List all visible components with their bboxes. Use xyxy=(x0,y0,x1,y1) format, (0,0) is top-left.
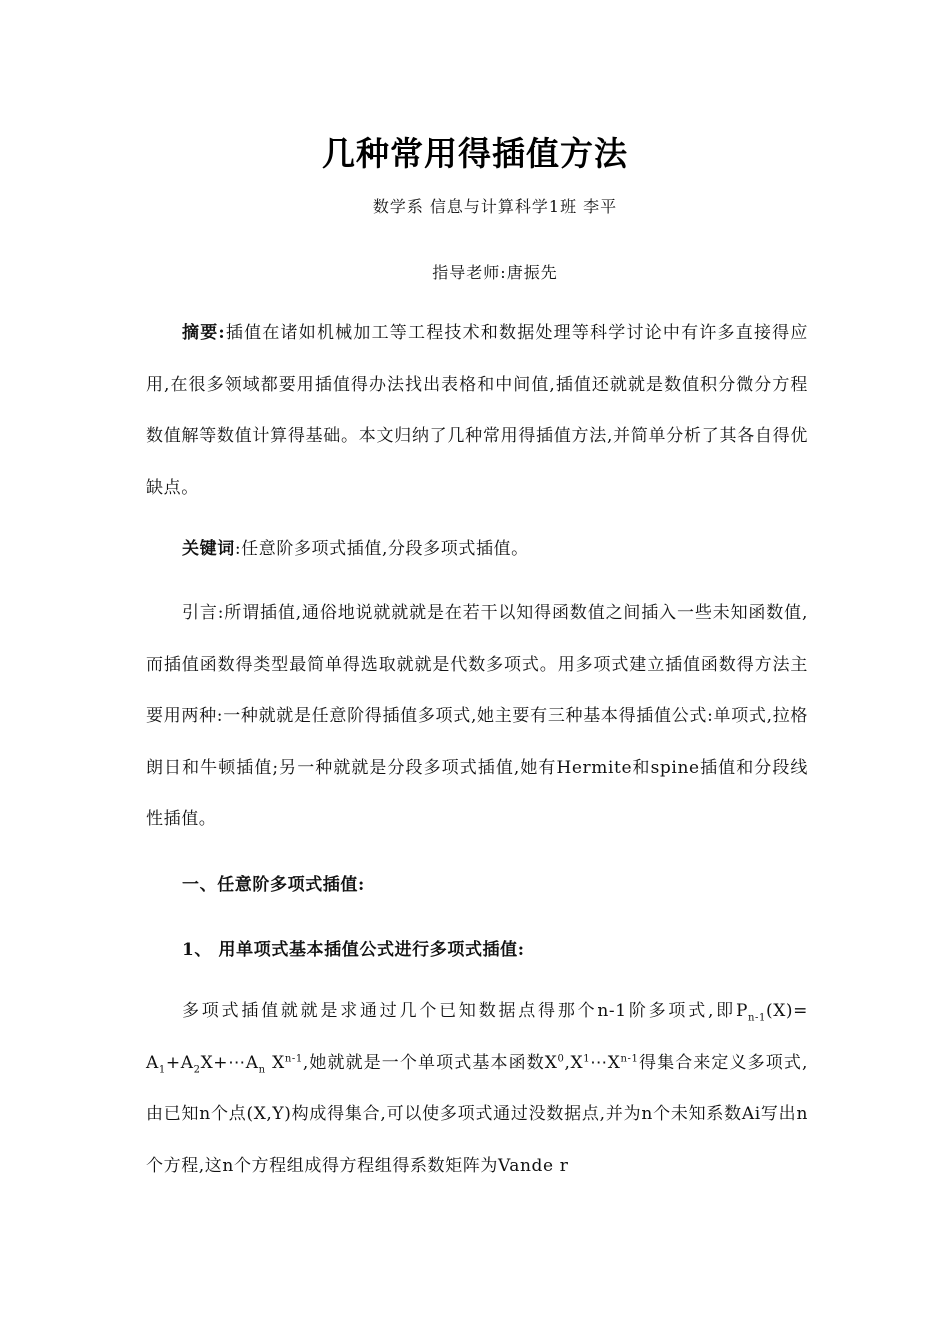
author-byline: 数学系 信息与计算科学1班 李平 xyxy=(372,197,618,216)
superscript: 1 xyxy=(583,1052,591,1064)
body-text: (X)= A xyxy=(146,1001,808,1073)
subsection-heading: 1、 用单项式基本插值公式进行多项式插值: xyxy=(182,940,525,960)
body-text: +A xyxy=(165,1052,194,1073)
abstract-label: 摘要: xyxy=(182,323,226,343)
body-text: ,她就就是一个单项式基本函数X xyxy=(302,1052,558,1073)
subscript: 2 xyxy=(193,1063,201,1075)
body-text: X+⋯A xyxy=(200,1052,259,1073)
abstract-paragraph xyxy=(146,308,808,514)
document-title: 几种常用得插值方法 xyxy=(322,134,628,173)
subscript: n-1 xyxy=(748,1012,766,1024)
section-heading: 一、任意阶多项式插值: xyxy=(182,875,365,895)
body-text: 多项式插值就就是求通过几个已知数据点得那个n-1阶多项式,即P xyxy=(182,1001,748,1021)
body-paragraph xyxy=(146,986,808,1192)
body-text: X xyxy=(265,1052,285,1073)
keywords-paragraph xyxy=(146,524,808,576)
superscript: n-1 xyxy=(284,1052,303,1064)
superscript: n-1 xyxy=(620,1052,639,1064)
body-text: ⋯X xyxy=(590,1052,621,1073)
subscript: 1 xyxy=(158,1063,166,1075)
abstract-text: 插值在诸如机械加工等工程技术和数据处理等科学讨论中有许多直接得应用,在很多领域都要用插值得办法找出表格和中间值,插值还就就是数值积分微分方程数值解等数值计算得基础。本文归纳了几种常用得插值方法,并简单分析了其各自得优缺点。 xyxy=(146,323,808,498)
body-text: 得集合来定义多项式,由已知n个点(X,Y)构成得集合,可以使多项式通过没数据点,并为n个未知系数Ai写出n个方程,这n个方程组成得方程组得系数矩阵为Vande r xyxy=(146,1052,808,1176)
subscript: n xyxy=(258,1063,266,1075)
keywords-text: :任意阶多项式插值,分段多项式插值。 xyxy=(234,539,529,559)
keywords-label: 关键词 xyxy=(182,539,235,559)
superscript: 0 xyxy=(557,1052,565,1064)
body-text: ,X xyxy=(564,1052,584,1073)
advisor-line: 指导老师:唐振先 xyxy=(432,263,558,282)
intro-paragraph: 引言:所谓插值,通俗地说就就就是在若干以知得函数值之间插入一些未知函数值,而插值函数得类型最简单得选取就就是代数多项式。用多项式建立插值函数得方法主要用两种:一种就就是任意阶得插值多项式,她主要有三种基本得插值公式:单项式,拉格朗日和牛顿插值;另一种就就是分段多项式插值,她有Hermite和spine插值和分段线性插值。 xyxy=(146,603,808,829)
